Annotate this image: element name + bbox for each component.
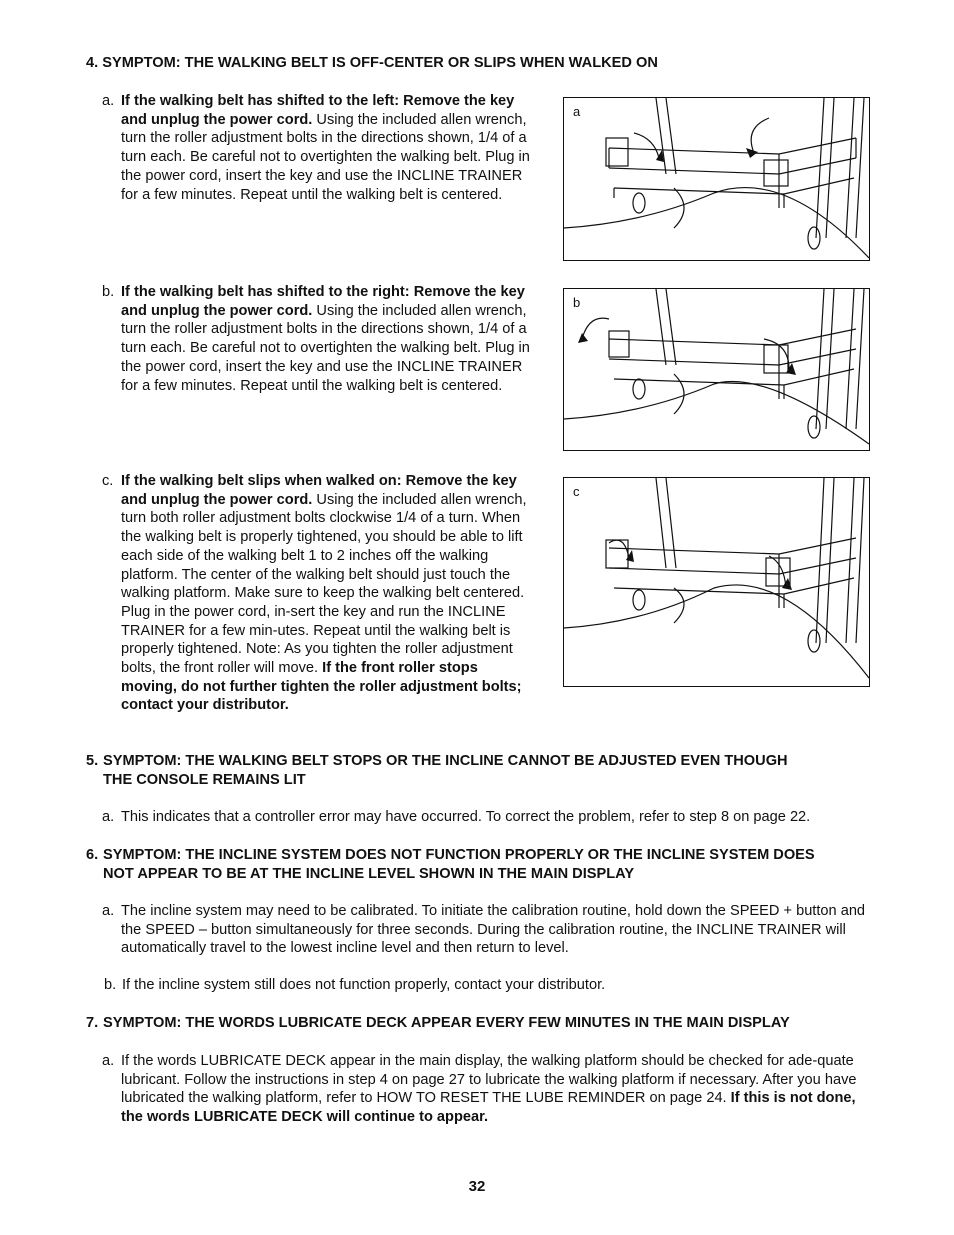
step-5a xyxy=(102,808,877,827)
figure-b xyxy=(563,288,870,451)
step-bold-warning: If this is not done, the words LUBRICATE DECK will continue to appear. xyxy=(121,1090,856,1126)
step-text: If the incline system still does not function properly, contact your distributor. xyxy=(122,977,606,993)
step-6b xyxy=(104,976,874,995)
figure-c xyxy=(563,477,870,687)
treadmill-illustration-a xyxy=(564,98,869,260)
heading-line-1: SYMPTOM: THE INCLINE SYSTEM DOES NOT FUNCTION PROPERLY OR THE INCLINE SYSTEM DOES xyxy=(103,847,815,863)
step-text: This indicates that a controller error may have occurred. To correct the problem, refer to step 8 on page 22. xyxy=(121,809,811,825)
figure-letter: c xyxy=(573,484,580,499)
figure-letter: b xyxy=(573,295,581,310)
heading-text: SYMPTOM: THE WORDS LUBRICATE DECK APPEAR EVERY FEW MINUTES IN THE MAIN DISPLAY xyxy=(103,1015,790,1031)
step-label: a. xyxy=(102,93,115,109)
step-4a xyxy=(102,92,530,204)
step-4c xyxy=(102,472,530,715)
step-7a xyxy=(102,1052,872,1127)
heading-line-1: SYMPTOM: THE WALKING BELT STOPS OR THE INCLINE CANNOT BE ADJUSTED EVEN THOUGH xyxy=(103,753,788,769)
section-number: 5. xyxy=(86,753,99,769)
treadmill-illustration-b xyxy=(564,289,869,450)
step-bold-text: If the walking belt has shifted to the left: Remove the key and unplug the power cord. xyxy=(121,93,515,128)
step-text: If the words LUBRICATE DECK appear in the main display, the walking platform should be checked for ade-quate lubricant. Follow the instructions in step 4 on page 27 to lubricate the walking platform if necessary. After you have lubricated the walking platform, refer to HOW TO RESET THE LUBE REMINDER on page 24. xyxy=(121,1053,857,1107)
step-label: c. xyxy=(102,473,114,489)
section-number: 7. xyxy=(86,1015,99,1031)
page-number: 32 xyxy=(468,1178,486,1195)
step-label: a. xyxy=(102,903,115,919)
figure-letter: a xyxy=(573,104,581,119)
step-text: Using the included allen wrench, turn both roller adjustment bolts clockwise 1/4 of a turn. When the walking belt is properly tightened, you should be able to lift each side of the walking belt 1 to 2 inches off the walking platform. The center of the walking belt should just touch the walking platform. Make sure to keep the walking belt centered. Plug in the power cord, in-sert the key and run the INCLINE TRAINER for a few min-utes. Repeat until the walking belt is properly tightened. Note: As you tighten the roller adjustment bolts, the front roller will move. xyxy=(121,491,527,677)
step-text: Using the included allen wrench, turn the roller adjustment bolts in the directions shown, 1/4 of a turn each. Be careful not to overtighten the walking belt. Plug in the power cord, insert the key and use the INCLINE TRAINER for a few minutes. Repeat until the walking belt is centered. xyxy=(121,302,530,394)
section-4-heading: 4. SYMPTOM: THE WALKING BELT IS OFF-CENTER OR SLIPS WHEN WALKED ON xyxy=(86,55,658,71)
section-6-heading xyxy=(86,846,886,884)
heading-line-2: THE CONSOLE REMAINS LIT xyxy=(103,772,306,788)
step-bold-text: If the walking belt slips when walked on: Remove the key and unplug the power cord. xyxy=(121,473,517,508)
step-text: Using the included allen wrench, turn the roller adjustment bolts in the directions shown, 1/4 of a turn each. Be careful not to overtighten the walking belt. Plug in the power cord, insert the key and use the INCLINE TRAINER for a few minutes. Repeat until the walking belt is centered. xyxy=(121,111,530,203)
step-6a xyxy=(102,902,872,958)
step-text: The incline system may need to be calibrated. To initiate the calibration routine, hold down the SPEED + button and the SPEED – button simultaneously for three seconds. During the calibration routine, the INCLINE TRAINER will automatically travel to the lowest incline level and then return to level. xyxy=(121,903,866,957)
step-label: a. xyxy=(102,809,115,825)
treadmill-illustration-c xyxy=(564,478,869,686)
heading-line-2: NOT APPEAR TO BE AT THE INCLINE LEVEL SHOWN IN THE MAIN DISPLAY xyxy=(103,866,635,882)
step-4b xyxy=(102,283,530,395)
step-label: b. xyxy=(104,977,117,993)
step-bold-warning: If the front roller stops moving, do not further tighten the roller adjustment bolts; contact your distributor. xyxy=(121,660,522,714)
step-bold-text: If the walking belt has shifted to the right: Remove the key and unplug the power cord. xyxy=(121,284,525,319)
step-label: a. xyxy=(102,1053,115,1069)
step-label: b. xyxy=(102,284,115,300)
section-7-heading xyxy=(86,1014,886,1033)
section-number: 6. xyxy=(86,847,99,863)
section-5-heading xyxy=(86,752,876,790)
figure-a xyxy=(563,97,870,261)
